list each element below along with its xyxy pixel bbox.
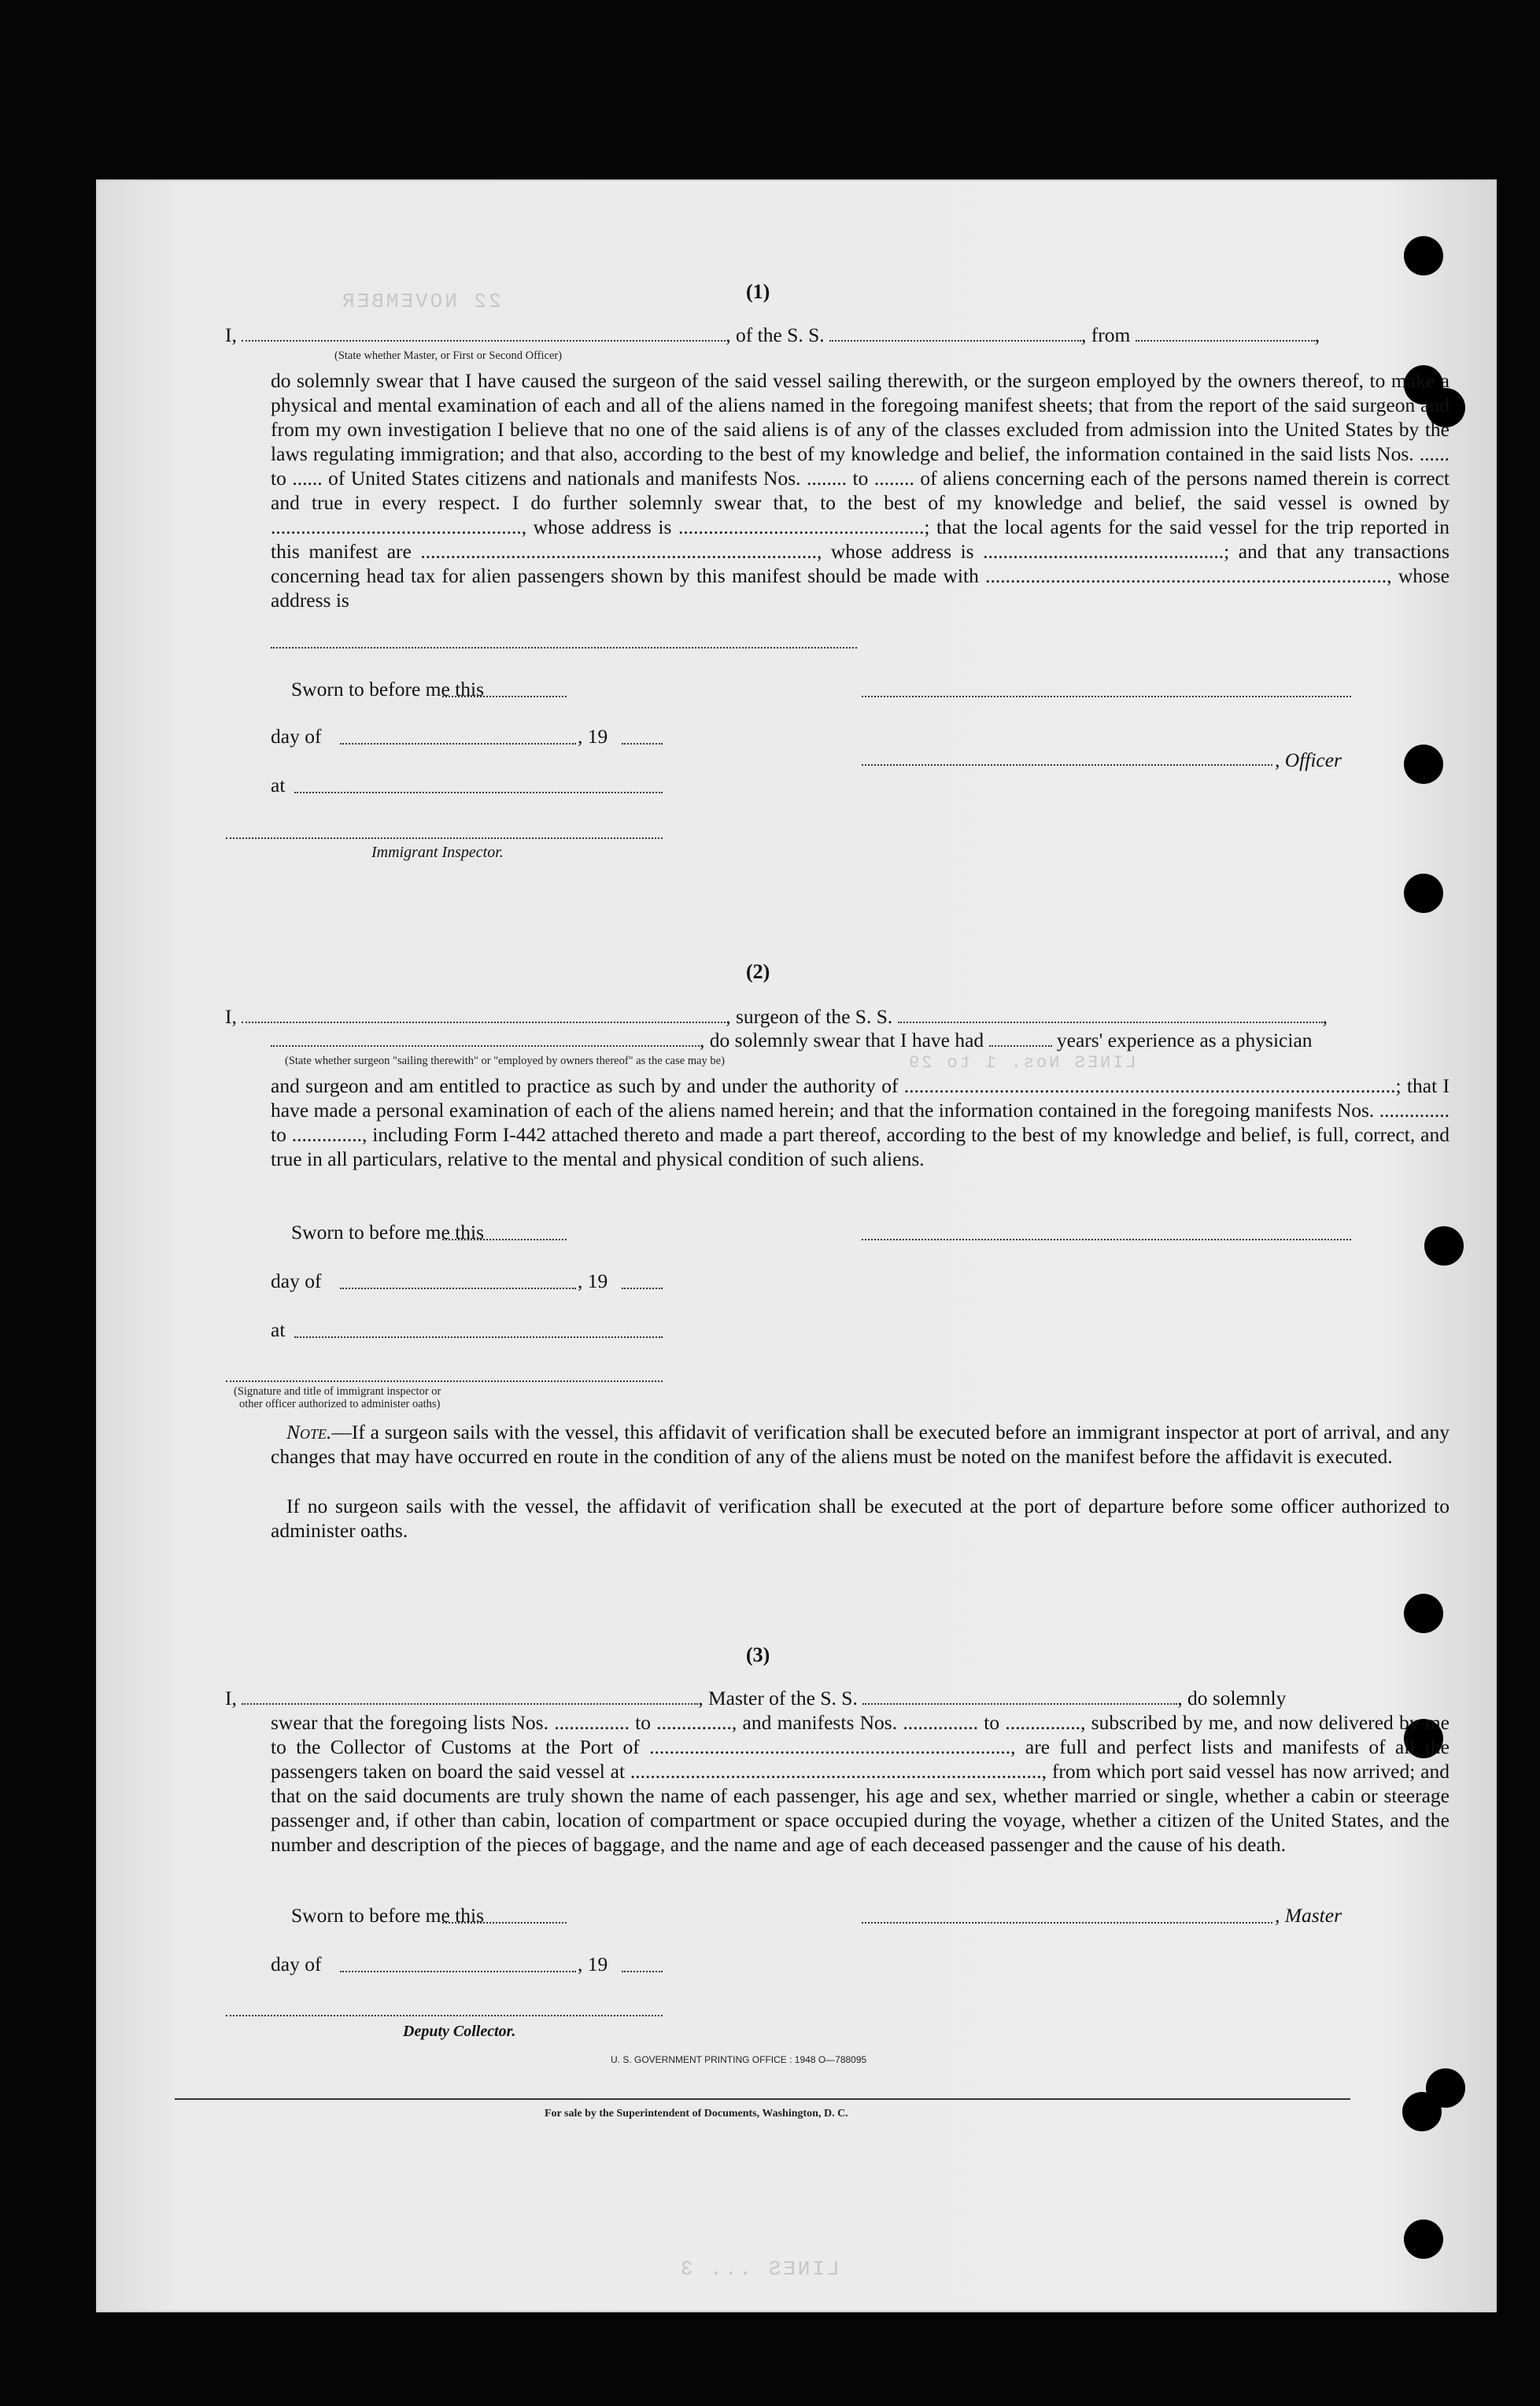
surgeon-status-field[interactable] [271,1029,700,1047]
surgeon-signature-line[interactable] [862,1239,1351,1240]
section-number: (3) [746,1643,770,1666]
deputy-signature-line[interactable] [226,2015,663,2016]
year-label: , 19 [578,1953,608,1975]
inspector-label: Immigrant Inspector. [371,844,504,861]
vessel-label: , of the S. S. [726,323,825,346]
solemnly-label: , do solemnly [1177,1687,1287,1709]
punch-hole [1404,2219,1443,2259]
punch-hole [1404,236,1443,275]
vessel-name-field[interactable] [862,1687,1177,1705]
sworn-label: Sworn to before me this [291,678,485,700]
inspector-signature-line[interactable] [226,837,663,839]
at-label: at [271,774,286,796]
oath-paragraph: do solemnly swear that I have caused the surgeon of the said vessel sailing therewith, or the surgeon employed by the owners thereof, to make a physical and mental examination of each and all of the aliens named in the foregoing manifest sheets; that from the report of the said surgeon and from my own investigation I believe that no one of the said aliens is of any of the classes excluded from admission into the United States by the laws regulating immigration; and that also, according to the best of my knowledge and belief, the information contained in the said lists Nos. ...... to ...... of United States citizens and nationals and manifests Nos. ........ to ........ of aliens concerning each of the persons named therein is correct and true in every respect. I do further solemnly swear that, to the best of my knowledge and belief, the said vessel is owned by .................................................., whose address is .................................................; that the local agents for the said vessel for the trip reported in this manifest are ..............................................................................., whose address is ................................................; and that any transactions concerning head tax for alien passengers shown by this manifest should be made with ................................................................................, whose address is [271,369,1450,612]
day-of-label: day of [271,1953,322,1975]
at-place-field[interactable] [294,1336,663,1338]
printing-office-imprint: U. S. GOVERNMENT PRINTING OFFICE : 1948 O—788095 [611,2054,867,2065]
punch-hole [1424,1226,1464,1266]
punch-hole [1404,874,1443,913]
master-name-field[interactable] [242,1687,698,1705]
sworn-label: Sworn to before me this [291,1221,485,1244]
oath-line: I, , of the S. S. , from , [225,323,1320,346]
month-field[interactable] [340,1971,576,1972]
deputy-label: Deputy Collector. [403,2023,516,2040]
day-of-label: day of [271,725,322,748]
footer-rule [175,2098,1350,2100]
sworn-day-field[interactable] [442,696,567,697]
officer-label: , Officer [1275,748,1342,771]
address-continuation-line[interactable] [271,647,857,649]
master-signature-line[interactable] [862,1922,1272,1924]
officer-name-field[interactable] [242,324,726,342]
month-field[interactable] [340,1288,576,1289]
year-field[interactable] [622,1971,663,1972]
section-number: (2) [746,960,770,983]
at-place-field[interactable] [294,792,663,793]
master-paragraph: swear that the foregoing lists Nos. ............... to ..............., and manifests Nos. ............... to ..............., subscribed by me, and now delivered by me to the Collector of Customs at the Port of ........................................................................, are full and perfect lists and manifests of all the passengers taken on board the said vessel at .................................................................................., from which port said vessel has now arrived; and that on the said documents are truly shown the name of each passenger, his age and sex, whether married or single, whether a cabin or steerage passenger and, if other than cabin, location of compartment or space occupied during the voyage, whether a citizen of the United States, and the number and description of the pieces of baggage, and the name and age of each deceased passenger and the cause of his death. [271,1711,1450,1856]
year-field[interactable] [622,743,663,745]
section-number: (1) [746,280,770,303]
sale-notice: For sale by the Superintendent of Documents, Washington, D. C. [545,2108,848,2120]
punch-hole [1402,2092,1442,2131]
officer-signature-line-1[interactable] [862,696,1351,697]
years-line [271,1028,1313,1052]
years-field[interactable] [989,1029,1052,1047]
surgeon-caption: (State whether surgeon "sailing therewith" or "employed by owners thereof" as the case may be) [285,1055,725,1067]
master-signature-label: , Master [1275,1904,1342,1927]
form-page [96,179,1497,2312]
from-port-field[interactable] [1136,324,1315,342]
bleed-through-stamp: LINES Nos. 1 to 29 [907,1053,1136,1073]
vessel-name-field[interactable] [829,324,1081,342]
bleed-through-stamp: 22 NOVEMBER [340,290,501,313]
sworn-day-field[interactable] [442,1239,567,1240]
officer-caption: (State whether Master, or First or Second Officer) [334,349,563,362]
month-field[interactable] [340,743,576,745]
master-label: , Master of the S. S. [698,1687,858,1709]
master-oath-line [225,1686,1286,1710]
year-field[interactable] [622,1288,663,1289]
bleed-through-stamp: LINES ... 3 [678,2257,840,2281]
year-label: , 19 [578,725,608,748]
pronoun-i: I, [225,323,237,346]
surgeon-name-field[interactable] [242,1006,726,1023]
note-label: Note. [286,1421,332,1443]
note-paragraph: If no surgeon sails with the vessel, the affidavit of verification shall be executed at the port of departure before some officer authorized to administer oaths. [271,1495,1450,1542]
sworn-day-field[interactable] [442,1922,567,1924]
punch-hole [1404,1594,1443,1633]
officer-signature-line-2[interactable] [862,764,1272,766]
vessel-name-field[interactable] [898,1006,1323,1023]
at-label: at [271,1318,286,1341]
note-text: —If a surgeon sails with the vessel, this affidavit of verification shall be executed before an immigrant inspector at port of arrival, and any changes that may have occurred en route in the condition of any of the aliens must be noted on the manifest before the affidavit is executed. [271,1421,1450,1468]
sworn-label: Sworn to before me this [291,1904,485,1927]
pronoun-i: I, [225,1687,237,1709]
year-label: , 19 [578,1270,608,1292]
from-label: , from [1081,323,1131,346]
years-label: years' experience as a physician [1056,1029,1313,1051]
day-of-label: day of [271,1270,322,1292]
surgeon-oath-line: I, , surgeon of the S. S. , [225,1005,1328,1028]
signature-caption: other officer authorized to administer oaths) [239,1398,441,1410]
note-paragraph [271,1420,1450,1469]
surgeon-label: , surgeon of the S. S. [726,1005,893,1028]
pronoun-i: I, [225,1005,237,1028]
solemnly-swear-label: , do solemnly swear that I have had [700,1029,984,1051]
punch-hole [1404,745,1443,784]
surgeon-paragraph: and surgeon and am entitled to practice as such by and under the authority of ..................................................................................................; that I have made a personal examination of each of the aliens named herein; and that the information contained in the foregoing manifests Nos. .............. to .............., including Form I-442 attached thereto and made a part thereof, according to the best of my knowledge and belief, is full, correct, and true in all particulars, relative to the mental and physical condition of such aliens. [271,1074,1450,1170]
signature-caption: (Signature and title of immigrant inspector or [234,1385,441,1398]
inspector-signature-line[interactable] [226,1380,663,1382]
